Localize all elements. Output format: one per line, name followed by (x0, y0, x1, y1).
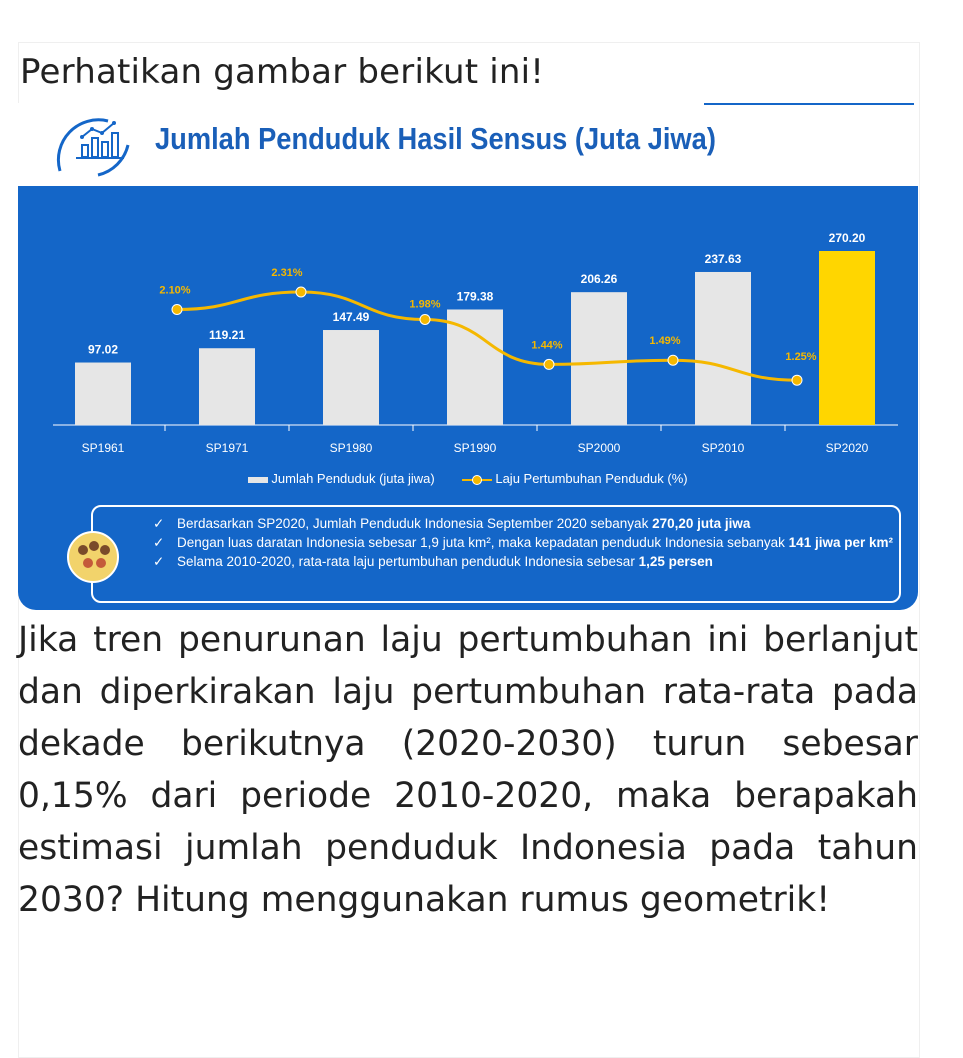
growth-rate-point (172, 304, 182, 314)
growth-rate-label: 1.98% (409, 298, 441, 311)
growth-rate-label: 1.25% (785, 351, 817, 364)
growth-rate-point (296, 287, 306, 297)
category-tick-label: SP1971 (205, 441, 249, 455)
bar-value-label: 147.49 (332, 310, 370, 325)
population-chart (18, 103, 918, 503)
legend-line-swatch (462, 474, 492, 486)
note-text: Selama 2010-2020, rata-rata laju pertumbuhan penduduk Indonesia sebesar (177, 554, 639, 569)
growth-rate-label: 1.44% (531, 339, 563, 352)
note-item (153, 533, 893, 552)
bar-SP2010 (695, 272, 751, 425)
bar-SP1961 (75, 363, 131, 425)
note-text: Berdasarkan SP2020, Jumlah Penduduk Indonesia September 2020 sebanyak (177, 516, 653, 531)
legend-item-line (462, 471, 687, 486)
note-item (153, 552, 893, 571)
bar-SP1971 (199, 348, 255, 425)
legend-bar-label: Jumlah Penduduk (juta jiwa) (271, 471, 435, 487)
bar-SP1980 (323, 330, 379, 425)
question-heading: Perhatikan gambar berikut ini! (20, 52, 545, 92)
bar-value-label: 270.20 (828, 231, 866, 245)
infographic-title: Jumlah Penduduk Hasil Sensus (Juta Jiwa) (155, 121, 716, 156)
bar-value-label: 206.26 (580, 272, 618, 287)
growth-rate-point (420, 314, 430, 324)
bar-value-label: 119.21 (208, 328, 246, 343)
notes-list (153, 514, 893, 571)
category-tick-label: SP2000 (577, 441, 621, 455)
legend-item-bars (248, 471, 434, 486)
chart-legend (18, 470, 918, 486)
census-infographic (18, 103, 918, 610)
growth-rate-label: 2.31% (271, 267, 303, 279)
category-tick-label: SP1990 (453, 441, 497, 455)
note-highlight: 1,25 persen (638, 554, 713, 569)
category-tick-label: SP1961 (81, 441, 125, 455)
bar-value-label: 237.63 (704, 251, 742, 266)
legend-line-label: Laju Pertumbuhan Penduduk (%) (495, 471, 688, 487)
growth-rate-label: 1.49% (649, 335, 681, 348)
bar-value-label: 97.02 (87, 342, 119, 357)
legend-bar-swatch (248, 477, 268, 483)
summary-notes (91, 505, 901, 603)
category-tick-label: SP1980 (329, 441, 373, 455)
growth-rate-point (544, 359, 554, 369)
bar-SP1990 (447, 309, 503, 425)
bar-SP2000 (571, 292, 627, 425)
category-tick-label: SP2020 (825, 441, 869, 455)
note-highlight: 270,20 juta jiwa (652, 516, 751, 531)
check-icon: ✓ (153, 554, 165, 569)
question-text: Jika tren penurunan laju pertumbuhan ini berlanjut dan diperkirakan laju pertumbuhan rata-rata pada dekade berikutnya (2020-2030) turun sebesar 0,15% dari periode 2010-2020, maka berapakah estimasi jumlah penduduk Indonesia pada tahun 2030? Hitung menggunakan rumus geometrik! (18, 620, 918, 920)
growth-rate-label: 2.10% (159, 284, 191, 297)
check-icon: ✓ (153, 516, 165, 531)
people-group-icon (67, 531, 119, 583)
bar-value-label: 179.38 (456, 289, 494, 304)
growth-rate-point (792, 375, 802, 385)
note-text: Dengan luas daratan Indonesia sebesar 1,9 juta km², maka kepadatan penduduk Indonesia sebanyak (177, 535, 789, 550)
bar-SP2020 (819, 251, 875, 425)
note-highlight: 141 jiwa per km² (788, 535, 893, 550)
category-tick-label: SP2010 (701, 441, 745, 455)
check-icon: ✓ (153, 535, 165, 550)
growth-rate-point (668, 355, 678, 365)
note-item (153, 514, 893, 533)
